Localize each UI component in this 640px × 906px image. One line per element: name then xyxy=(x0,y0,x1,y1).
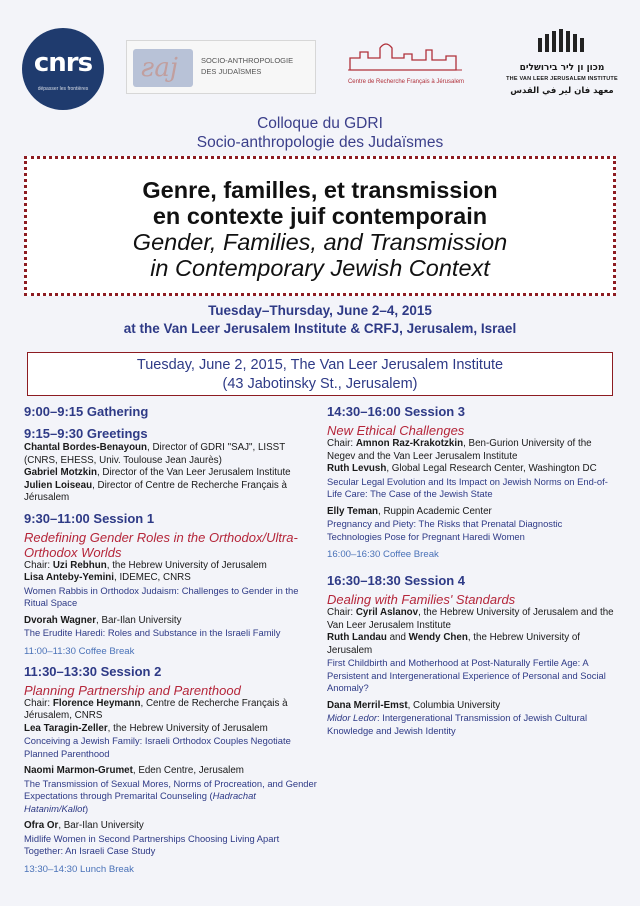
van-leer-logo: מכון ון ליר בירושלים THE VAN LEER JERUSALEM INSTITUTE معهد فان لير في القدس xyxy=(502,28,622,118)
logo-row xyxy=(22,28,622,110)
speaker-entry: Lea Taragin-Zeller, the Hebrew University of Jerusalem xyxy=(24,722,268,734)
program-left-column xyxy=(24,404,320,876)
gathering-heading: 9:00–9:15 Gathering xyxy=(24,404,149,419)
session-chair: Chair: Amnon Raz-Krakotzkin, Ben-Gurion University of the Negev and the Van Leer Jerusalem Institute xyxy=(327,438,592,462)
talk-title: The Erudite Haredi: Roles and Substance in the Israeli Family xyxy=(24,627,281,638)
talk-title: Midor Ledor: Intergenerational Transmission of Jewish Cultural Knowledge and Jewish Identity xyxy=(327,712,588,736)
coffee-break: 16:00–16:30 Coffee Break xyxy=(327,549,439,560)
speaker-entry: Elly Teman, Ruppin Academic Center xyxy=(327,505,492,517)
talk-title: Secular Legal Evolution and Its Impact on Jewish Norms on End-of-Life Care: The Case of the Jewish State xyxy=(327,475,608,499)
conference-dates: Tuesday–Thursday, June 2–4, 2015 at the Van Leer Jerusalem Institute & CRFJ, Jerusalem, Israel xyxy=(123,303,517,336)
session-3-heading: 14:30–16:00 Session 3 xyxy=(327,404,466,419)
session-2-title: Planning Partnership and Parenthood xyxy=(24,682,241,698)
greetings-heading: 9:15–9:30 Greetings xyxy=(24,426,148,441)
talk-title: Conceiving a Jewish Family: Israeli Orthodox Couples Negotiate Planned Parenthood xyxy=(24,735,291,759)
speaker-entry: Julien Loiseau, Director of Centre de Recherche Français à Jérusalem xyxy=(24,479,287,503)
speaker-entry: Dvorah Wagner, Bar-Ilan University xyxy=(24,614,182,626)
van-leer-emblem-icon xyxy=(534,28,590,54)
talk-title: Women Rabbis in Orthodox Judaism: Challenges to Gender in the Ritual Space xyxy=(24,584,299,608)
conference-title-box: Genre, familles, et transmission en contexte juif contemporain Gender, Families, and Transmission in Contemporary Jewish Context xyxy=(24,156,616,296)
title-french: Genre, familles, et transmission xyxy=(142,177,498,203)
saj-logo: ƨaj SOCIO-ANTHROPOLOGIE DES JUDAÏSMES xyxy=(126,40,316,94)
cnrs-logo: cnrs dépasser les frontières xyxy=(22,28,104,110)
session-chair: Chair: Cyril Aslanov, the Hebrew University of Jerusalem and the Van Leer Jerusalem Institute xyxy=(327,607,614,631)
speaker-entry: Ofra Or, Bar-Ilan University xyxy=(24,820,144,831)
session-4-title: Dealing with Families' Standards xyxy=(327,592,516,607)
speaker-entry: Naomi Marmon-Grumet, Eden Centre, Jerusalem xyxy=(24,765,244,776)
session-1-title: Redefining Gender Roles in the Orthodox/Ultra-Orthodox Worlds xyxy=(24,529,298,560)
session-chair: Chair: Uzi Rebhun, the Hebrew University of Jerusalem xyxy=(24,559,267,571)
talk-title: Pregnancy and Piety: The Risks that Prenatal Diagnostic Technologies Pose for Pregnant Haredi Women xyxy=(327,518,563,542)
session-chair: Chair: Florence Heymann, Centre de Recherche Français à Jérusalem, CNRS xyxy=(24,697,288,721)
speaker-entry: Gabriel Motzkin, Director of the Van Leer Jerusalem Institute xyxy=(24,467,291,478)
speaker-entry: Lisa Anteby-Yemini, IDEMEC, CNRS xyxy=(24,572,191,583)
title-english: Gender, Families, and Transmission xyxy=(132,229,508,255)
day-heading-box: Tuesday, June 2, 2015, The Van Leer Jerusalem Institute (43 Jabotinsky St., Jerusalem) xyxy=(27,352,613,396)
coffee-break: 11:00–11:30 Coffee Break xyxy=(24,645,135,657)
session-1-heading: 9:30–11:00 Session 1 xyxy=(24,510,155,526)
speaker-entry: Ruth Landau and Wendy Chen, the Hebrew University of Jerusalem xyxy=(327,632,580,656)
talk-title: The Transmission of Sexual Mores, Norms of Procreation, and Gender Expectations through Premarital Counseling (Hadrachat Hatanim/Kallot) xyxy=(24,777,317,814)
speaker-entry: Ruth Levush, Global Legal Research Center, Washington DC xyxy=(327,463,597,474)
talk-title: First Childbirth and Motherhood at Post-Naturally Fertile Age: A Persistent and Intergenerational Experience of Personal and Social Anomaly? xyxy=(327,657,606,693)
saj-mark-icon: ƨaj xyxy=(133,49,193,87)
program-right-column xyxy=(327,404,619,737)
speaker-entry: Dana Merril-Emst, Columbia University xyxy=(327,699,501,711)
lunch-break: 13:30–14:30 Lunch Break xyxy=(24,863,134,875)
session-2-heading: 11:30–13:30 Session 2 xyxy=(24,663,162,679)
colloque-heading: Colloque du GDRI Socio-anthropologie des Judaïsmes xyxy=(196,115,444,151)
speaker-entry: Chantal Bordes-Benayoun, Director of GDRI "SAJ", LISST (CNRS, EHESS, Univ. Toulouse Jean Jaurès) xyxy=(24,442,286,466)
talk-title: Midlife Women in Second Partnerships Choosing Living Apart Together: An Israeli Case Study xyxy=(24,832,280,856)
session-3-title: New Ethical Challenges xyxy=(327,423,465,438)
session-4-heading: 16:30–18:30 Session 4 xyxy=(327,573,466,588)
crfj-logo: Centre de Recherche Français à Jérusalem xyxy=(336,40,476,90)
jerusalem-skyline-icon xyxy=(346,40,466,74)
